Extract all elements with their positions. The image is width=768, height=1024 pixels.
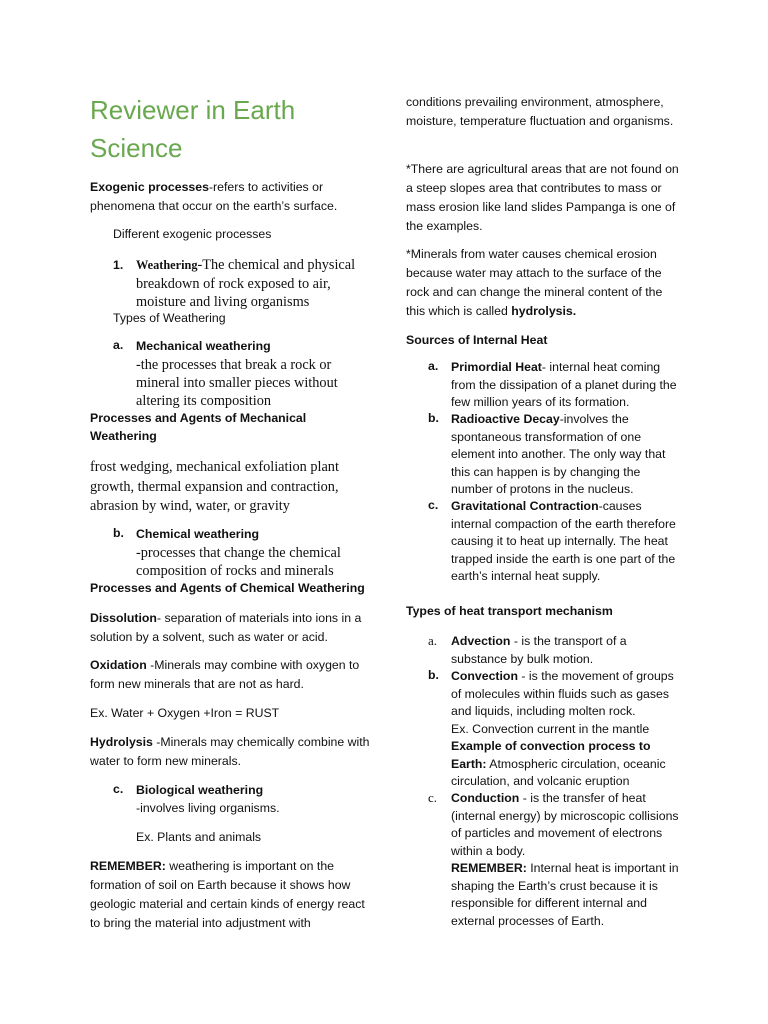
list-marker: b. <box>428 668 439 682</box>
advection-def: - is the transport of a substance by bulk motion. <box>451 634 627 666</box>
primordial-term: Primordial Heat <box>451 360 542 374</box>
gravitational-def: -causes internal compaction of the earth therefore causing it to heat up internally. The heat trapped inside the earth is one part of the earth’s internal heat supply. <box>451 499 676 583</box>
transport-term: Types of heat transport mechanism <box>406 604 613 618</box>
list-marker: a. <box>113 338 124 352</box>
mechanical-term: Mechanical weathering <box>136 339 271 353</box>
sources-heading <box>406 331 680 350</box>
remember-text: weathering is important on the formation of soil on Earth because it shows how geologic material and certain kinds of energy react to bring the material into adjustment with <box>90 859 365 930</box>
list-marker: c. <box>428 790 438 805</box>
list-marker: b. <box>428 411 439 425</box>
plants-example: Ex. Plants and animals <box>136 830 262 844</box>
radioactive-term: Radioactive Decay <box>451 412 560 426</box>
agricultural-note: *There are agricultural areas that are not found on a steep slopes area that contributes to mass or mass erosion like land slides Pampanga is one of the examples. <box>406 162 679 233</box>
mechanical-agents-text: frost wedging, mechanical exfoliation plant growth, thermal expansion and contraction, abrasion by wind, water, or gravity <box>90 459 339 514</box>
biological-def: -involves living organisms. <box>136 800 280 815</box>
chemical-agents-heading <box>90 580 372 598</box>
oxidation-def: -Minerals may combine with oxygen to form new minerals that are not as hard. <box>90 658 360 691</box>
convection-example: Ex. Convection current in the mantle <box>451 721 650 736</box>
weathering-def: -The chemical and physical breakdown of rock exposed to air, moisture and living organisms <box>136 257 356 311</box>
conduction-term: Conduction <box>451 791 520 805</box>
convection-example-text: Atmospheric circulation, oceanic circulation, and volcanic eruption <box>451 756 666 788</box>
list-item-chemical <box>113 526 372 580</box>
list-item-gravitational <box>428 498 680 602</box>
dissolution-def: - separation of materials into ions in a solution by a solvent, such as water or acid. <box>90 611 362 644</box>
list-marker: 1. <box>113 258 124 272</box>
remember-paragraph <box>90 857 372 933</box>
mechanical-agents-term: Processes and Agents of Mechanical Weathering <box>90 411 307 443</box>
different-processes-heading: Different exogenic processes <box>113 227 272 241</box>
convection-term: Convection <box>451 669 518 683</box>
continued-paragraph: conditions prevailing environment, atmosphere, moisture, temperature fluctuation and organisms. <box>406 95 674 128</box>
dissolution-term: Dissolution <box>90 611 157 625</box>
exogenic-term: Exogenic processes <box>90 180 209 194</box>
list-marker: a. <box>428 359 439 373</box>
chemical-def: -processes that change the chemical composition of rocks and minerals <box>136 544 341 579</box>
transport-heading <box>406 602 680 621</box>
conduction-remember-term: REMEMBER: <box>451 861 527 875</box>
hydrolysis-paragraph <box>90 733 372 771</box>
chemical-agents-term: Processes and Agents of Chemical Weathering <box>90 581 365 595</box>
list-marker: a. <box>428 633 438 648</box>
hydrolysis-def: -Minerals may chemically combine with water to form new minerals. <box>90 735 370 768</box>
types-of-weathering-heading: Types of Weathering <box>113 311 226 325</box>
gravitational-term: Gravitational Contraction <box>451 499 599 513</box>
mechanical-agents-heading <box>90 410 372 445</box>
conduction-def: - is the transfer of heat (internal energy) by microscopic collisions of particles and movement of electrons within a body. <box>451 791 679 858</box>
primordial-def: - internal heat coming from the dissipation of a planet during the few million years of its formation. <box>451 360 677 409</box>
convection-example-heading: Example of convection process to Earth: <box>451 739 651 771</box>
list-marker: c. <box>113 782 124 796</box>
minerals-text: *Minerals from water causes chemical erosion because water may attach to the surface of the rock and can change the mineral content of the this which is called <box>406 247 663 318</box>
hydrolysis-term-right: hydrolysis. <box>511 304 577 318</box>
list-item-radioactive <box>428 411 680 499</box>
list-item-conduction <box>428 790 680 930</box>
radioactive-def: -involves the spontaneous transformation of one element into another. The only way that this can happen is by changing the number of protons in the nucleus. <box>451 412 666 496</box>
chemical-term: Chemical weathering <box>136 527 260 541</box>
list-marker: b. <box>113 526 124 540</box>
convection-def: - is the movement of groups of molecules within fluids such as gases and liquids, including molten rock. <box>451 669 674 718</box>
list-item-mechanical <box>113 338 372 408</box>
list-item-biological <box>113 782 372 818</box>
oxidation-paragraph <box>90 656 372 694</box>
dissolution-paragraph <box>90 609 372 647</box>
hydrolysis-term: Hydrolysis <box>90 735 153 749</box>
list-item-convection <box>428 668 680 790</box>
advection-term: Advection <box>451 634 511 648</box>
mechanical-def: -the processes that break a rock or mineral into smaller pieces without altering its composition <box>136 356 338 410</box>
list-marker: c. <box>428 498 439 512</box>
weathering-term: Weathering <box>136 258 198 272</box>
remember-term: REMEMBER: <box>90 859 166 873</box>
exogenic-def: -refers to activities or phenomena that occur on the earth’s surface. <box>90 180 338 213</box>
list-item-primordial <box>428 359 680 409</box>
sources-term: Sources of Internal Heat <box>406 333 548 347</box>
oxidation-term: Oxidation <box>90 658 147 672</box>
minerals-note <box>406 245 680 321</box>
list-item-weathering <box>113 256 372 316</box>
title-line-1: Reviewer in Earth <box>90 95 296 125</box>
page-title <box>90 91 372 167</box>
list-item-advection <box>428 633 680 669</box>
conduction-remember-text: Internal heat is important in shaping the Earth’s crust because it is responsible for different internal and external processes of Earth. <box>451 861 679 928</box>
exogenic-definition <box>90 178 372 216</box>
title-line-2: Science <box>90 133 183 163</box>
biological-term: Biological weathering <box>136 783 264 797</box>
rust-example: Ex. Water + Oxygen +Iron = RUST <box>90 706 280 720</box>
